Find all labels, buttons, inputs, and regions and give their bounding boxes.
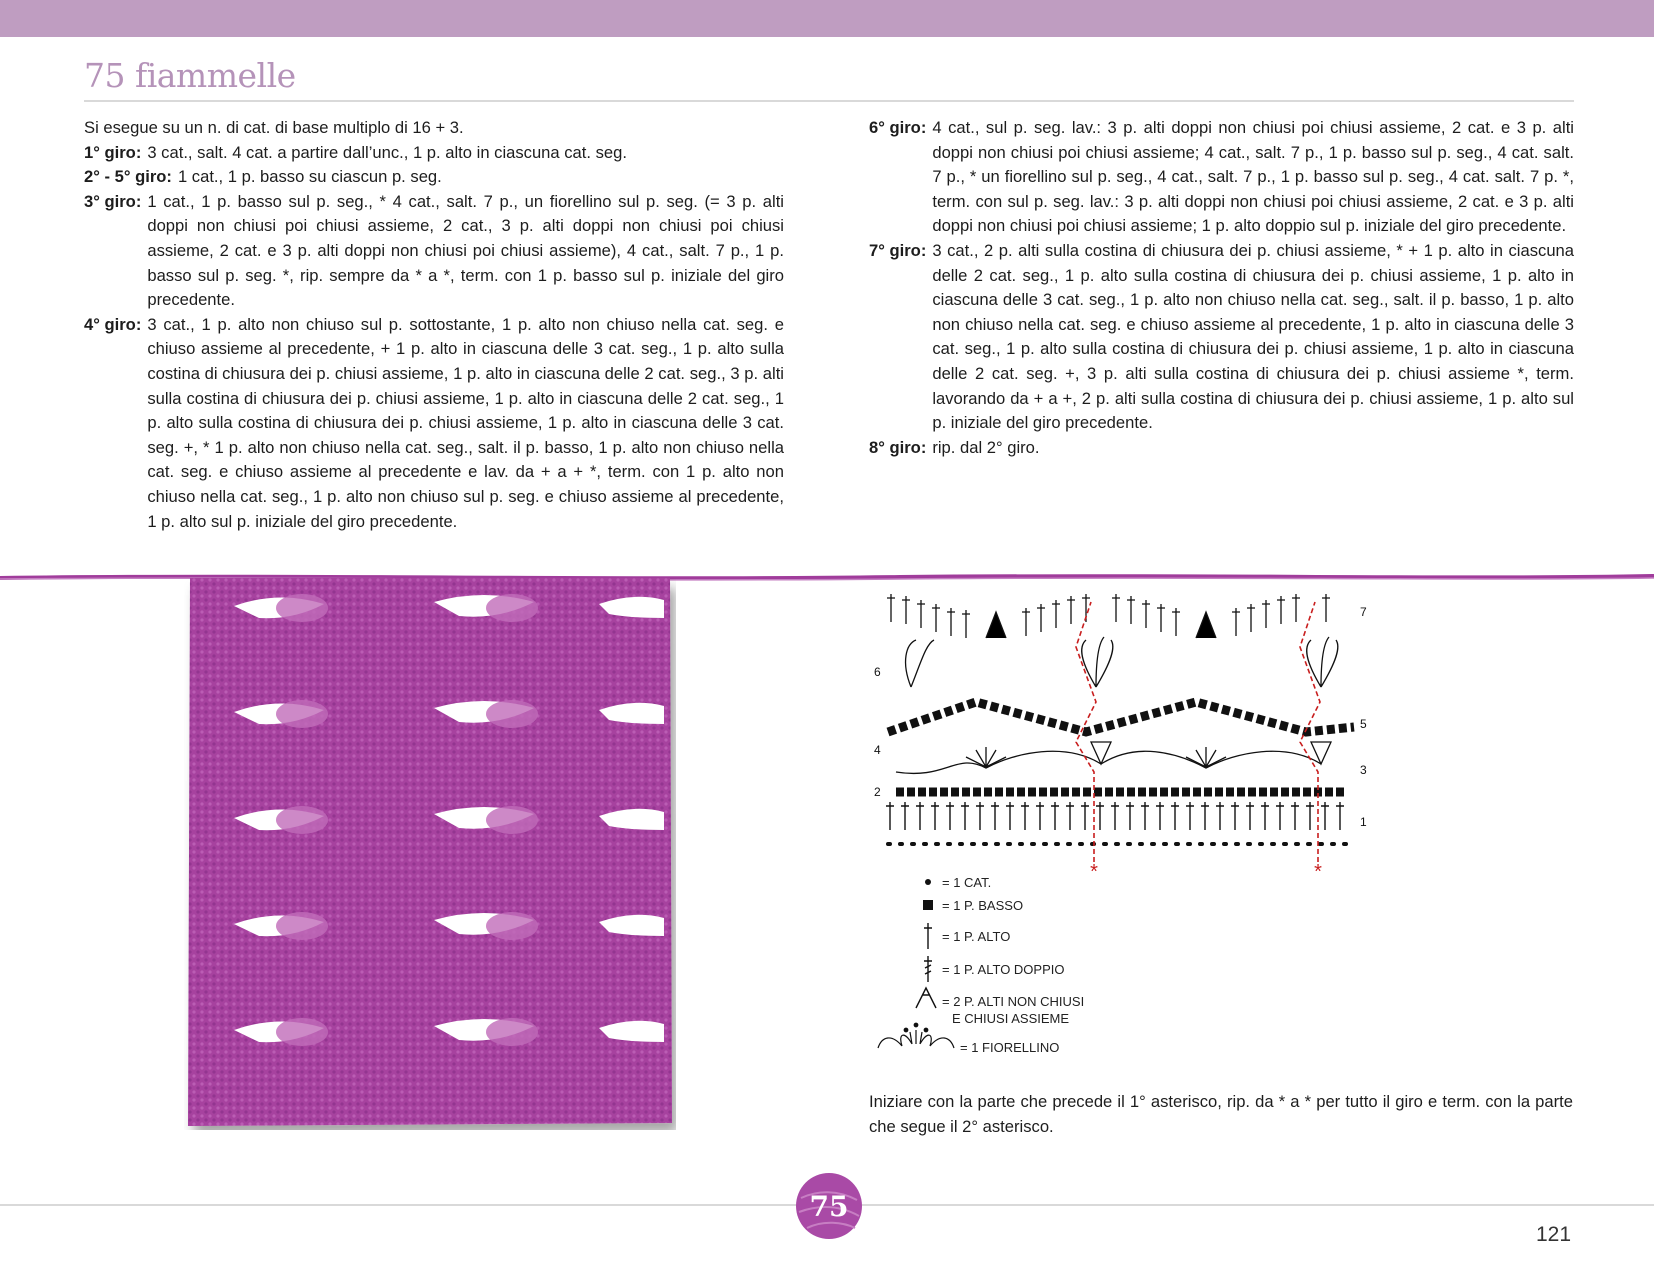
step-label: 2° - 5° giro: [84,167,172,187]
legend-item-alto [924,923,1010,949]
dc-icon [924,923,932,949]
step-text: 1 cat., 1 p. basso su ciascun p. seg. [177,167,442,187]
legend-item-fiorellino [878,1023,1059,1055]
row-label-3: 3 [1360,763,1367,777]
repeat-marker-lines [1076,602,1320,862]
step-label: 8° giro: [869,437,927,457]
dot-icon [925,879,931,885]
instructions-note: Iniziare con la parte che precede il 1° asterisco, rip. da * a * per tutto il giro e term. con la parte che segue il 2° asterisco. [869,1092,1573,1136]
row-6-flowers [906,637,1338,687]
svg-text:= 1 FIORELLINO: = 1 FIORELLINO [960,1040,1060,1055]
row-7-dc-stitches [887,594,1330,638]
asterisk-marker-1: * [1090,861,1098,882]
crochet-swatch-photo [184,578,676,1130]
row-label-7: 7 [1360,605,1367,619]
step-label: 4° giro: [84,314,142,334]
step-round-4 [84,313,784,534]
stitch-diagram [866,592,1396,882]
step-text: 3 cat., salt. 4 cat. a partire dall’unc., 1 p. alto in ciascuna cat. seg. [147,142,627,162]
step-round-1 [84,141,784,166]
row-label-4: 4 [874,743,881,757]
svg-text:= 2 P. ALTI NON CHIUSI: = 2 P. ALTI NON CHIUSI [942,994,1085,1009]
step-label: 3° giro: [84,191,142,211]
legend-item-cat [925,875,991,890]
row-label-1: 1 [1360,815,1367,829]
row-3-4-flowers [896,742,1331,773]
step-round-7 [869,239,1574,436]
instructions-right-column [869,116,1574,460]
instructions-left-column [84,116,784,534]
svg-text:= 1 P. ALTO: = 1 P. ALTO [942,929,1011,944]
step-text: 3 cat., 1 p. alto non chiuso sul p. sottostante, 1 p. alto non chiuso nella cat. seg. e chiuso assieme al precedente, + 1 p. alto in ciascuna delle 3 cat. seg., 1 p. alto sulla costina di chiusura dei p. chiusi assieme, 1 p. alto in ciascuna delle 2 cat. seg., 3 p. alti sulla costina di chiusura dei p. chiusi assieme, 1 p. alto in ciascuna delle 2 cat. seg., 1 p. alto sulla costina di chiusura dei p. chiusi assieme, 1 p. alto in ciascuna delle 3 cat. seg. +, * 1 p. alto non chiuso nella cat. seg., salt. il p. basso, 1 p. alto non chiuso nella cat. seg. e chiuso assieme al precedente e lav. da + a + *, term. con 1 p. alto non chiuso nella cat. seg., 1 p. alto non chiuso sul p. seg. e chiuso assieme al precedente, 1 p. alto sul p. iniziale del giro precedente. [147,314,784,531]
svg-text:E CHIUSI ASSIEME: E CHIUSI ASSIEME [952,1011,1070,1026]
row-1-dc-stitches [886,802,1344,830]
step-text: 1 cat., 1 p. basso sul p. seg., * 4 cat., salt. 7 p., un fiorellino sul p. seg. (= 3 p. alti doppi non chiusi poi chiusi assieme, 2 cat., 3 p. alti doppi non chiusi poi chiusi assieme, 2 cat. e 3 p. alti doppi non chiusi poi chiusi assieme), 4 cat., salt. 7 p., 1 p. basso sul p. seg. *, rip. sempre da * a *, term. con 1 p. basso sul p. iniziale del giro precedente. [147,191,784,310]
row-5-sc-wave [888,702,1354,732]
row-label-6: 6 [874,665,881,679]
page-number: 121 [1536,1223,1572,1246]
legend-item-alto-doppio [924,956,1064,982]
stitch-legend [868,870,1228,1060]
step-round-6 [869,116,1574,239]
intro-text: Si esegue su un n. di cat. di base multiplo di 16 + 3. [84,118,464,137]
svg-text:= 1 P. ALTO DOPPIO: = 1 P. ALTO DOPPIO [942,962,1065,977]
step-text: 3 cat., 2 p. alti sulla costina di chiusura dei p. chiusi assieme, * + 1 p. alto in ciascuna delle 2 cat. seg., 1 p. alto sulla costina di chiusura dei p. chiusi assieme, 1 p. alto in ciascuna delle 3 cat. seg., 1 p. alto non chiuso nella cat. seg., salt. il p. basso, 1 p. alto non chiuso nella cat. seg. e chiuso assieme al precedente, 1 p. alto in ciascuna delle 3 cat. seg., 1 p. alto sulla costina di chiusura dei p. chiusi assieme, 1 p. alto in ciascuna delle 2 cat. seg. +, 3 p. alti sulla costina di chiusura dei p. chiusi assieme *, term. lavorando da + a +, 2 p. alti sulla costina di chiusura dei p. chiusi assieme, 1 p. alto sul p. iniziale del giro precedente. [932,240,1574,433]
step-label: 7° giro: [869,240,927,260]
step-label: 1° giro: [84,142,142,162]
flower-icon [878,1023,954,1048]
row-label-2: 2 [874,785,881,799]
row-label-5: 5 [1360,717,1367,731]
dc2tog-icon [916,988,936,1008]
step-round-2-5 [84,165,784,190]
step-text: rip. dal 2° giro. [932,437,1040,457]
tr-icon [924,956,932,982]
legend-item-basso [923,898,1023,913]
top-color-bar [0,0,1654,37]
step-round-3 [84,190,784,313]
pattern-number: 75 [809,1190,849,1223]
legend-item-alti-chiusi [916,988,1084,1026]
svg-text:= 1 CAT.: = 1 CAT. [942,875,992,890]
asterisk-marker-2: * [1314,861,1322,882]
step-text: 4 cat., sul p. seg. lav.: 3 p. alti doppi non chiusi poi chiusi assieme, 2 cat. e 3 p. alti doppi non chiusi poi chiusi assieme; 4 cat., salt. 7 p., 1 p. basso sul p. seg., 4 cat. salt. 7 p., * un fiorellino sul p. seg., 4 cat., salt. 7 p., 1 p. basso sul p. seg., 4 cat. salt. 7 p. *, term. con sul p. seg. lav.: 3 p. alti doppi non chiusi poi chiusi assieme, 2 cat. e 3 p. alti doppi non chiusi poi chiusi assieme; 1 p. alto doppio sul p. iniziale del giro precedente. [932,118,1574,236]
svg-text:= 1 P. BASSO: = 1 P. BASSO [942,898,1024,913]
square-icon [923,900,933,910]
title-divider [84,100,1574,102]
step-round-8 [869,436,1574,461]
page-title: 75 fiammelle [84,56,296,95]
step-label: 6° giro: [869,118,927,137]
